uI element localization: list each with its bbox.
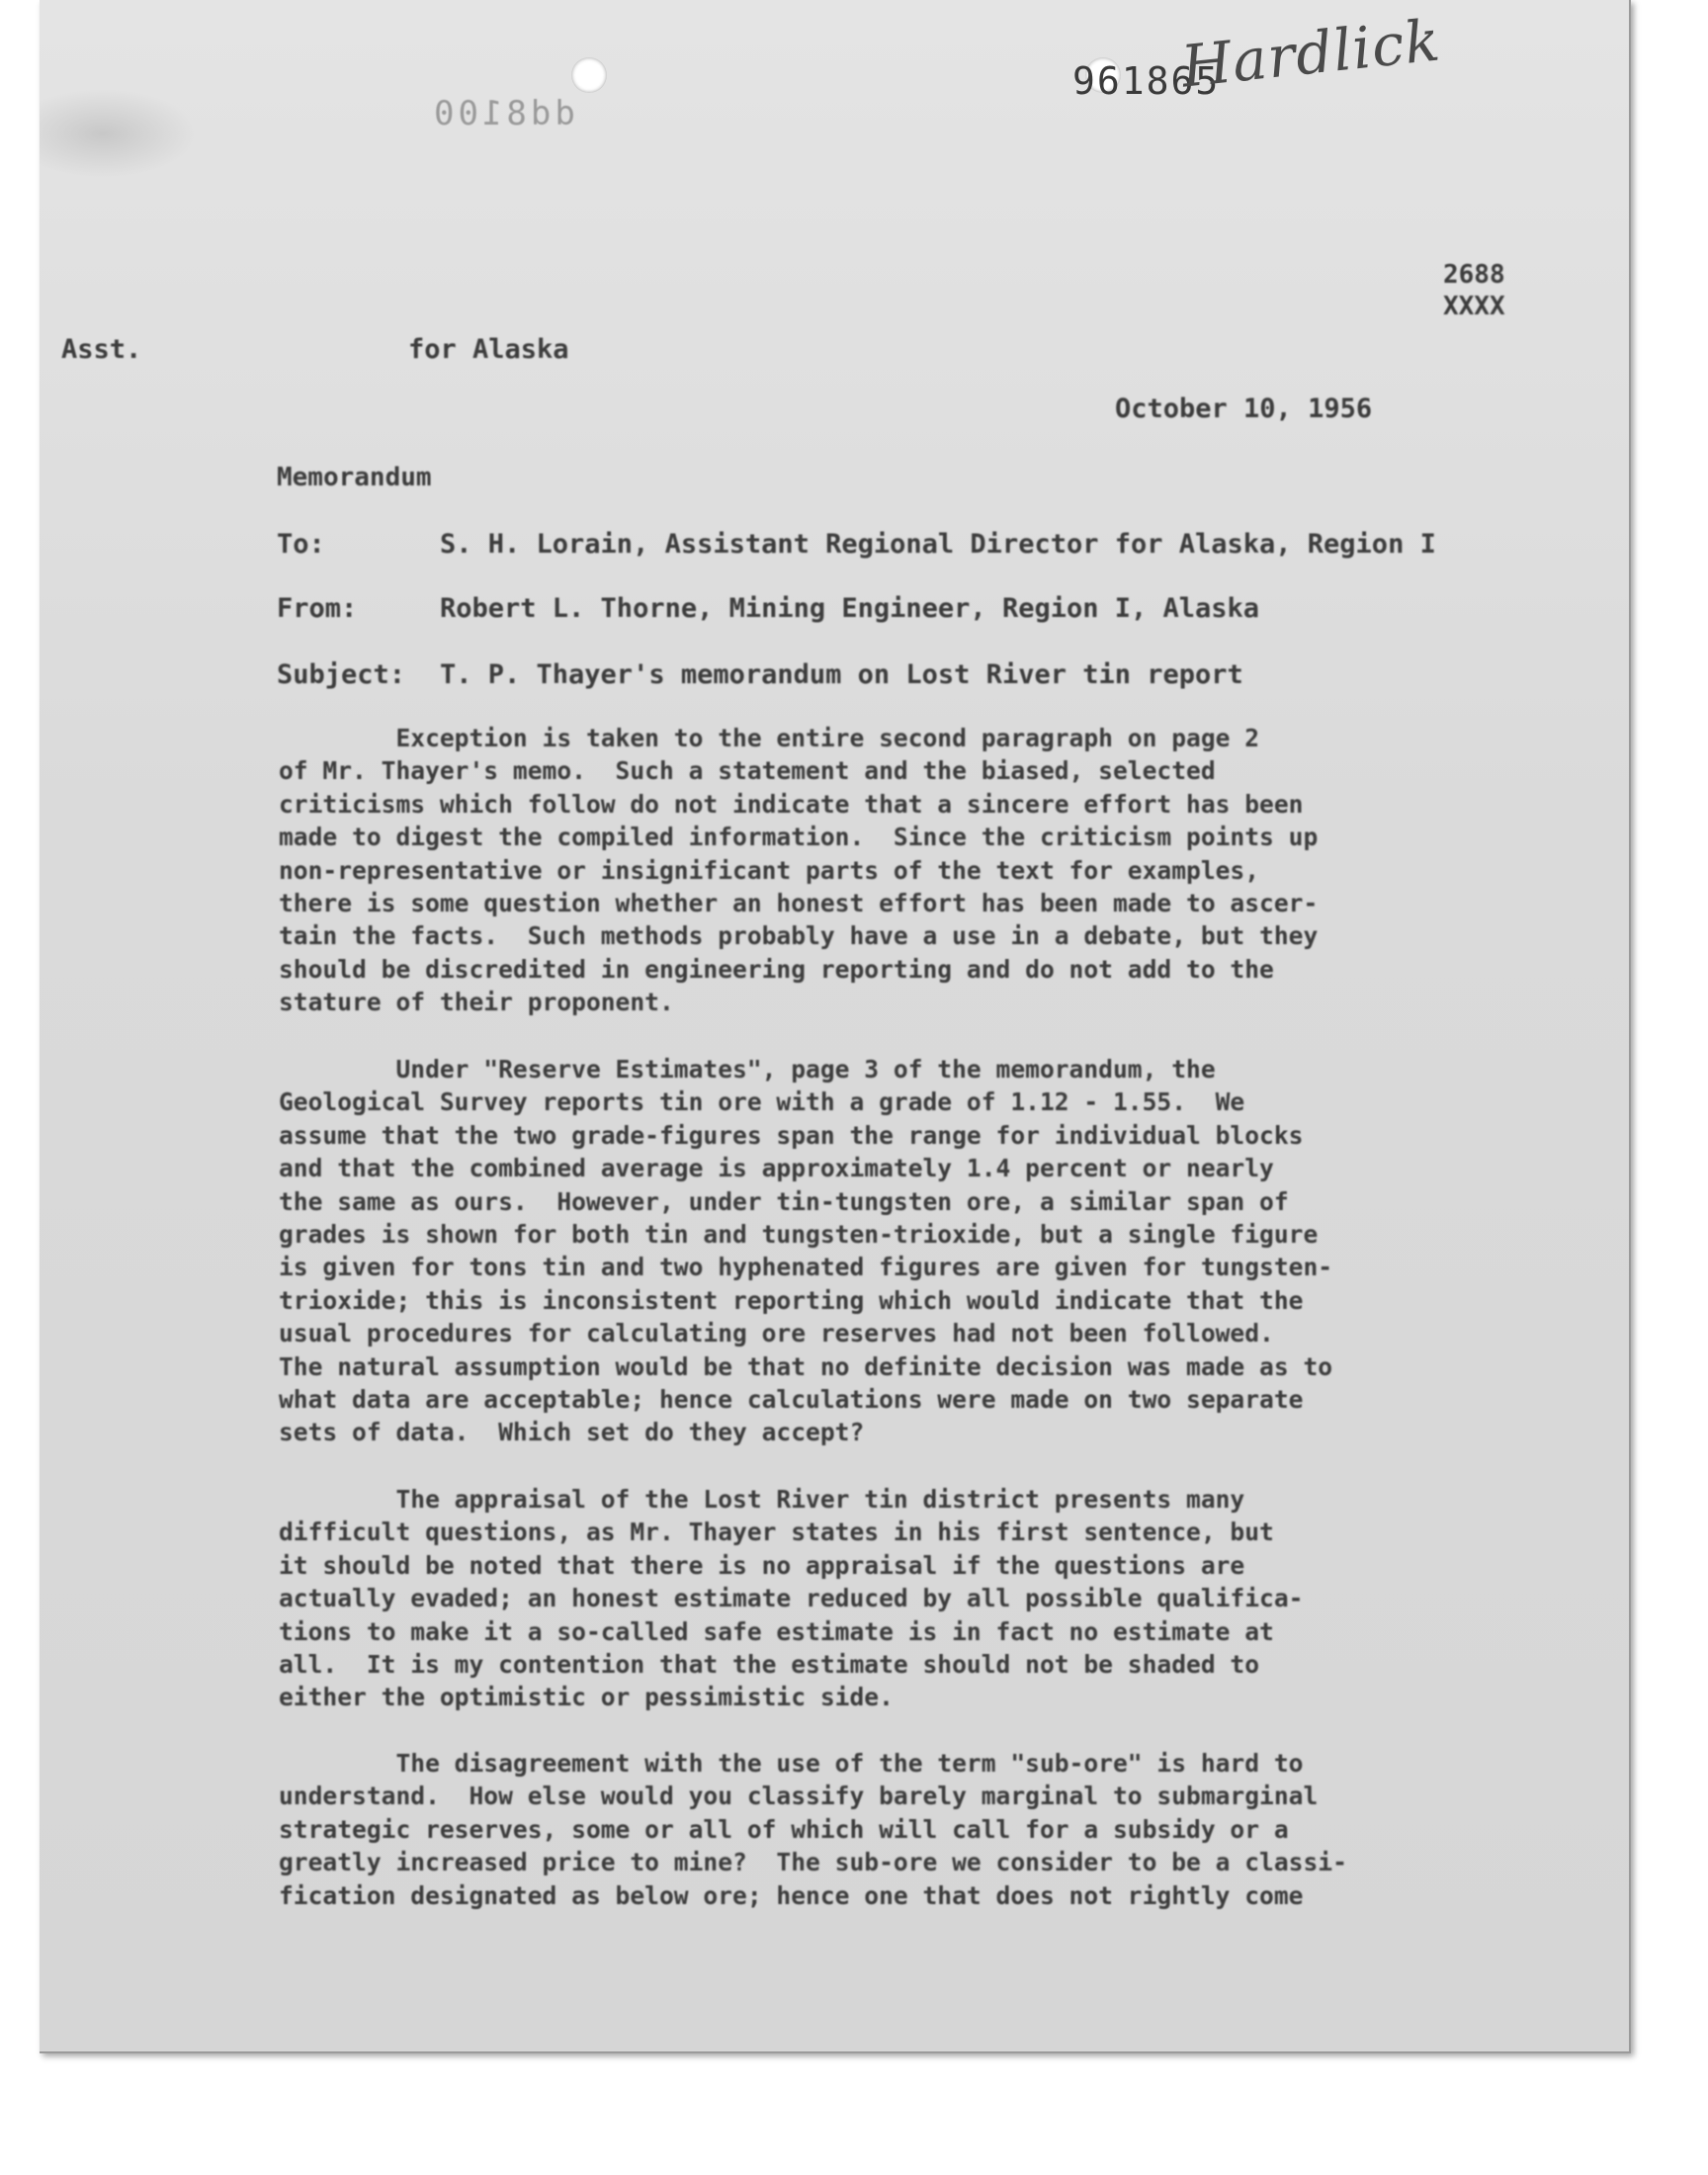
subject-label: Subject: [277,659,406,690]
memo-date: October 10, 1956 [1115,393,1373,424]
page-code-number: 2688 [1443,260,1505,290]
to-label: To: [277,529,325,560]
body-paragraph-3: The appraisal of the Lost River tin district presents many difficult questions, as Mr. Thayer states in his first sentence, but it should be noted that there is no appraisal if the questions are actually evaded; an honest estimate reduced by all possible qualifica- tions to make it a so-called safe estimate is in fact no estimate at all. It is my contention that the estimate should not be shaded to either the optimistic or pessimistic side. [279,1485,1304,1712]
punch-hole-left [571,57,607,93]
memo-label: Memorandum [277,463,432,492]
from-label: From: [277,593,358,624]
routing-for-alaska: for Alaska [408,334,569,365]
memo-page [40,0,1631,2053]
mirror-stamp: dd8100 [430,94,575,133]
page-code-mark: XXXX [1443,292,1505,321]
page-code [1443,259,1505,322]
body-paragraph-1: Exception is taken to the entire second paragraph on page 2 of Mr. Thayer's memo. Such a statement and the biased, selected criticisms which follow do not indicate that a sincere effort has been made to digest the compiled information. Since the criticism points up non-representative or insignificant parts of the text for examples, there is some question whether an honest effort has been made to ascer- tain the facts. Such methods probably have a use in a debate, but they should be discredited in engineering reporting and do not add to the stature of their proponent. [279,724,1319,1017]
body-paragraph-4: The disagreement with the use of the term "sub-ore" is hard to understand. How else would you classify barely marginal to submarginal strategic reserves, some or all of which will call for a subsidy or a greatly increased price to mine? The sub-ore we consider to be a classi- fication designated as below ore; hence one that does not rightly come [279,1749,1347,1910]
body-paragraph-2: Under "Reserve Estimates", page 3 of the memorandum, the Geological Survey reports tin ore with a grade of 1.12 - 1.55. We assume that the two grade-figures span the range for individual blocks and that the combined average is approximately 1.4 percent or nearly the same as ours. However, under tin-tungsten ore, a similar span of grades is shown for both tin and tungsten-trioxide, but a single figure is given for tons tin and two hyphenated figures are given for tungsten- trioxide; this is inconsistent reporting which would indicate that the usual procedures for calculating ore reserves had not been followed. The natural assumption would be that no definite decision was made as to what data are acceptable; hence calculations were made on two separate sets of data. Which set do they accept? [279,1055,1333,1447]
handwritten-signature: Hardlick [1178,6,1444,101]
from-value: Robert L. Thorne, Mining Engineer, Region I, Alaska [440,593,1260,624]
to-value: S. H. Lorain, Assistant Regional Director for Alaska, Region I [440,529,1436,560]
routing-asst: Asst. [61,334,142,365]
document-number: 961865 [1072,59,1221,103]
paper-smudge [40,89,198,178]
subject-value: T. P. Thayer's memorandum on Lost River tin report [440,659,1243,690]
